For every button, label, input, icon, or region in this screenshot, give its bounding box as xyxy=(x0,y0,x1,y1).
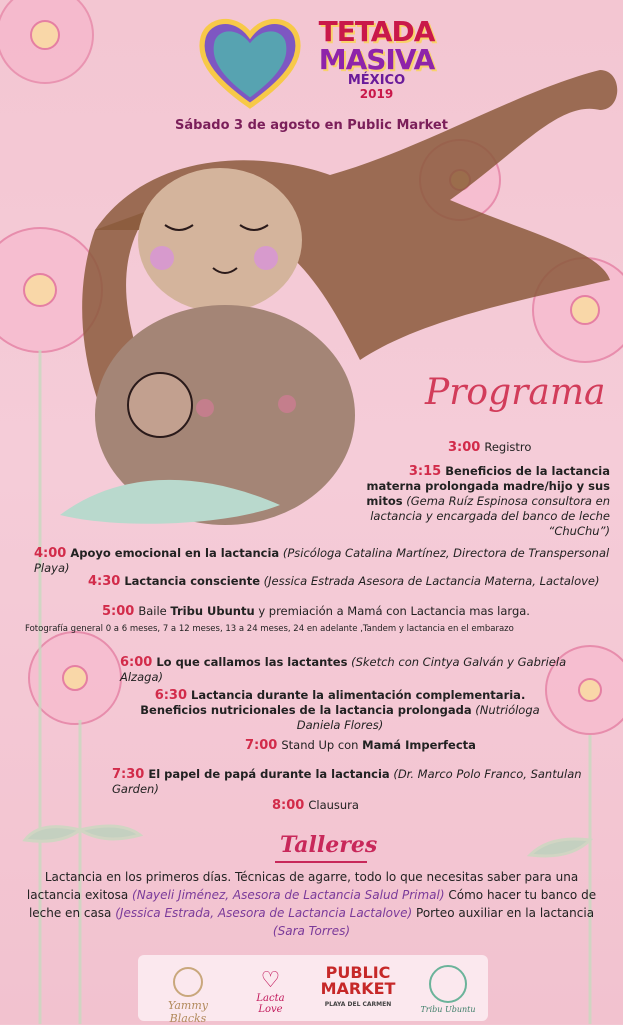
program-text: Lactancia durante la alimentación complementaria. Beneficios nutricionales de la lactancia prolongada xyxy=(140,688,526,717)
program-time: 5:00 xyxy=(102,604,135,619)
program-text: Beneficios de la lactancia materna prolongada madre/hijo y sus mitos xyxy=(366,464,610,508)
event-logo-text xyxy=(314,15,439,101)
program-detail: (Nutrióloga Daniela Flores) xyxy=(296,703,540,732)
program-time: 3:00 xyxy=(448,440,481,455)
program-text-c: y premiación a Mamá con Lactancia mas larga. xyxy=(258,604,530,618)
tribe-logo-icon xyxy=(429,965,467,1003)
program-detail: (Dr. Marco Polo Franco, Santulan Garden) xyxy=(112,767,582,796)
program-detail: (Gema Ruíz Espinosa consultora en lactancia y encargada del banco de leche “ChuChu”) xyxy=(370,494,610,538)
program-detail: Fotografía general 0 a 6 meses, 7 a 12 meses, 13 a 24 meses, 24 en adelante ,Tandem y lactancia en el embarazo xyxy=(25,624,514,634)
sponsor-public-market: PUBLIC MARKET PLAYA DEL CARMEN xyxy=(320,963,396,1008)
event-date-location: Sábado 3 de agosto en Public Market xyxy=(175,118,448,133)
program-text: Clausura xyxy=(308,798,359,812)
logo-line-masiva: MASIVA xyxy=(318,43,435,76)
sponsors-footer xyxy=(138,955,488,1025)
sponsor-tribu-ubuntu: Tribu Ubuntu xyxy=(418,965,478,1014)
program-detail: (Sketch con Cintya Galván y Gabriela Alzaga) xyxy=(120,655,567,684)
sponsor-yammy-blacks: Yammy Blacks xyxy=(148,967,228,1025)
program-item xyxy=(245,738,476,753)
talleres-underline xyxy=(275,861,367,863)
program-text-a: Stand Up con xyxy=(281,738,359,752)
program-item xyxy=(112,767,612,797)
program-time: 7:00 xyxy=(245,738,278,753)
program-item xyxy=(355,464,610,539)
talleres-heading: Talleres xyxy=(280,832,378,858)
taller-3-instructor: (Sara Torres) xyxy=(272,924,351,938)
program-text: Apoyo emocional en la lactancia xyxy=(70,546,280,560)
program-time: 6:00 xyxy=(120,655,153,670)
program-item xyxy=(34,546,614,576)
taller-1-instructor: (Nayeli Jiménez, Asesora de Lactancia Salud Primal) xyxy=(132,888,445,902)
program-text: El papel de papá durante la lactancia xyxy=(148,767,390,781)
program-text-b: Mamá Imperfecta xyxy=(362,738,476,752)
logo-line-tetada: TETADA xyxy=(318,15,435,48)
program-time: 6:30 xyxy=(154,688,188,703)
program-text: Registro xyxy=(484,440,532,454)
program-text-a: Baile xyxy=(138,604,167,618)
program-item xyxy=(272,798,359,813)
program-text: Lactancia consciente xyxy=(124,574,261,588)
heart-logo-icon xyxy=(198,14,302,110)
program-detail: (Psicóloga Catalina Martínez, Directora de Transpersonal Playa) xyxy=(34,546,610,575)
program-item xyxy=(448,440,531,455)
program-time: 4:00 xyxy=(34,546,67,561)
program-text: Lo que callamos las lactantes xyxy=(156,655,348,669)
program-detail: (Jessica Estrada Asesora de Lactancia Materna, Lactalove) xyxy=(263,574,600,588)
program-time: 8:00 xyxy=(272,798,305,813)
program-item xyxy=(88,574,608,589)
program-time: 7:30 xyxy=(112,767,145,782)
logo-line-year: 2019 xyxy=(359,87,394,101)
program-item xyxy=(120,688,560,733)
logo-line-country: MÉXICO xyxy=(347,73,406,88)
taller-1: Lactancia en los primeros días. Técnicas de agarre, todo lo que necesitas saber para una lactancia exitosa xyxy=(26,870,579,902)
program-item xyxy=(102,604,612,619)
heart-icon: ♡ xyxy=(260,968,281,993)
sponsor-lacta-love: ♡ Lacta Love xyxy=(243,969,298,1015)
program-time: 3:15 xyxy=(408,464,442,479)
taller-2: Cómo hacer tu banco de leche en casa xyxy=(28,888,597,920)
taller-2-instructor: (Jessica Estrada, Asesora de Lactancia Lactalove) xyxy=(115,906,413,920)
flower-logo-icon xyxy=(173,967,203,997)
program-item xyxy=(120,655,610,685)
talleres-description xyxy=(20,868,603,940)
program-time: 4:30 xyxy=(88,574,121,589)
programa-heading: Programa xyxy=(425,372,606,413)
taller-3: Porteo auxiliar en la lactancia xyxy=(416,906,595,920)
program-text-b: Tribu Ubuntu xyxy=(170,604,255,618)
